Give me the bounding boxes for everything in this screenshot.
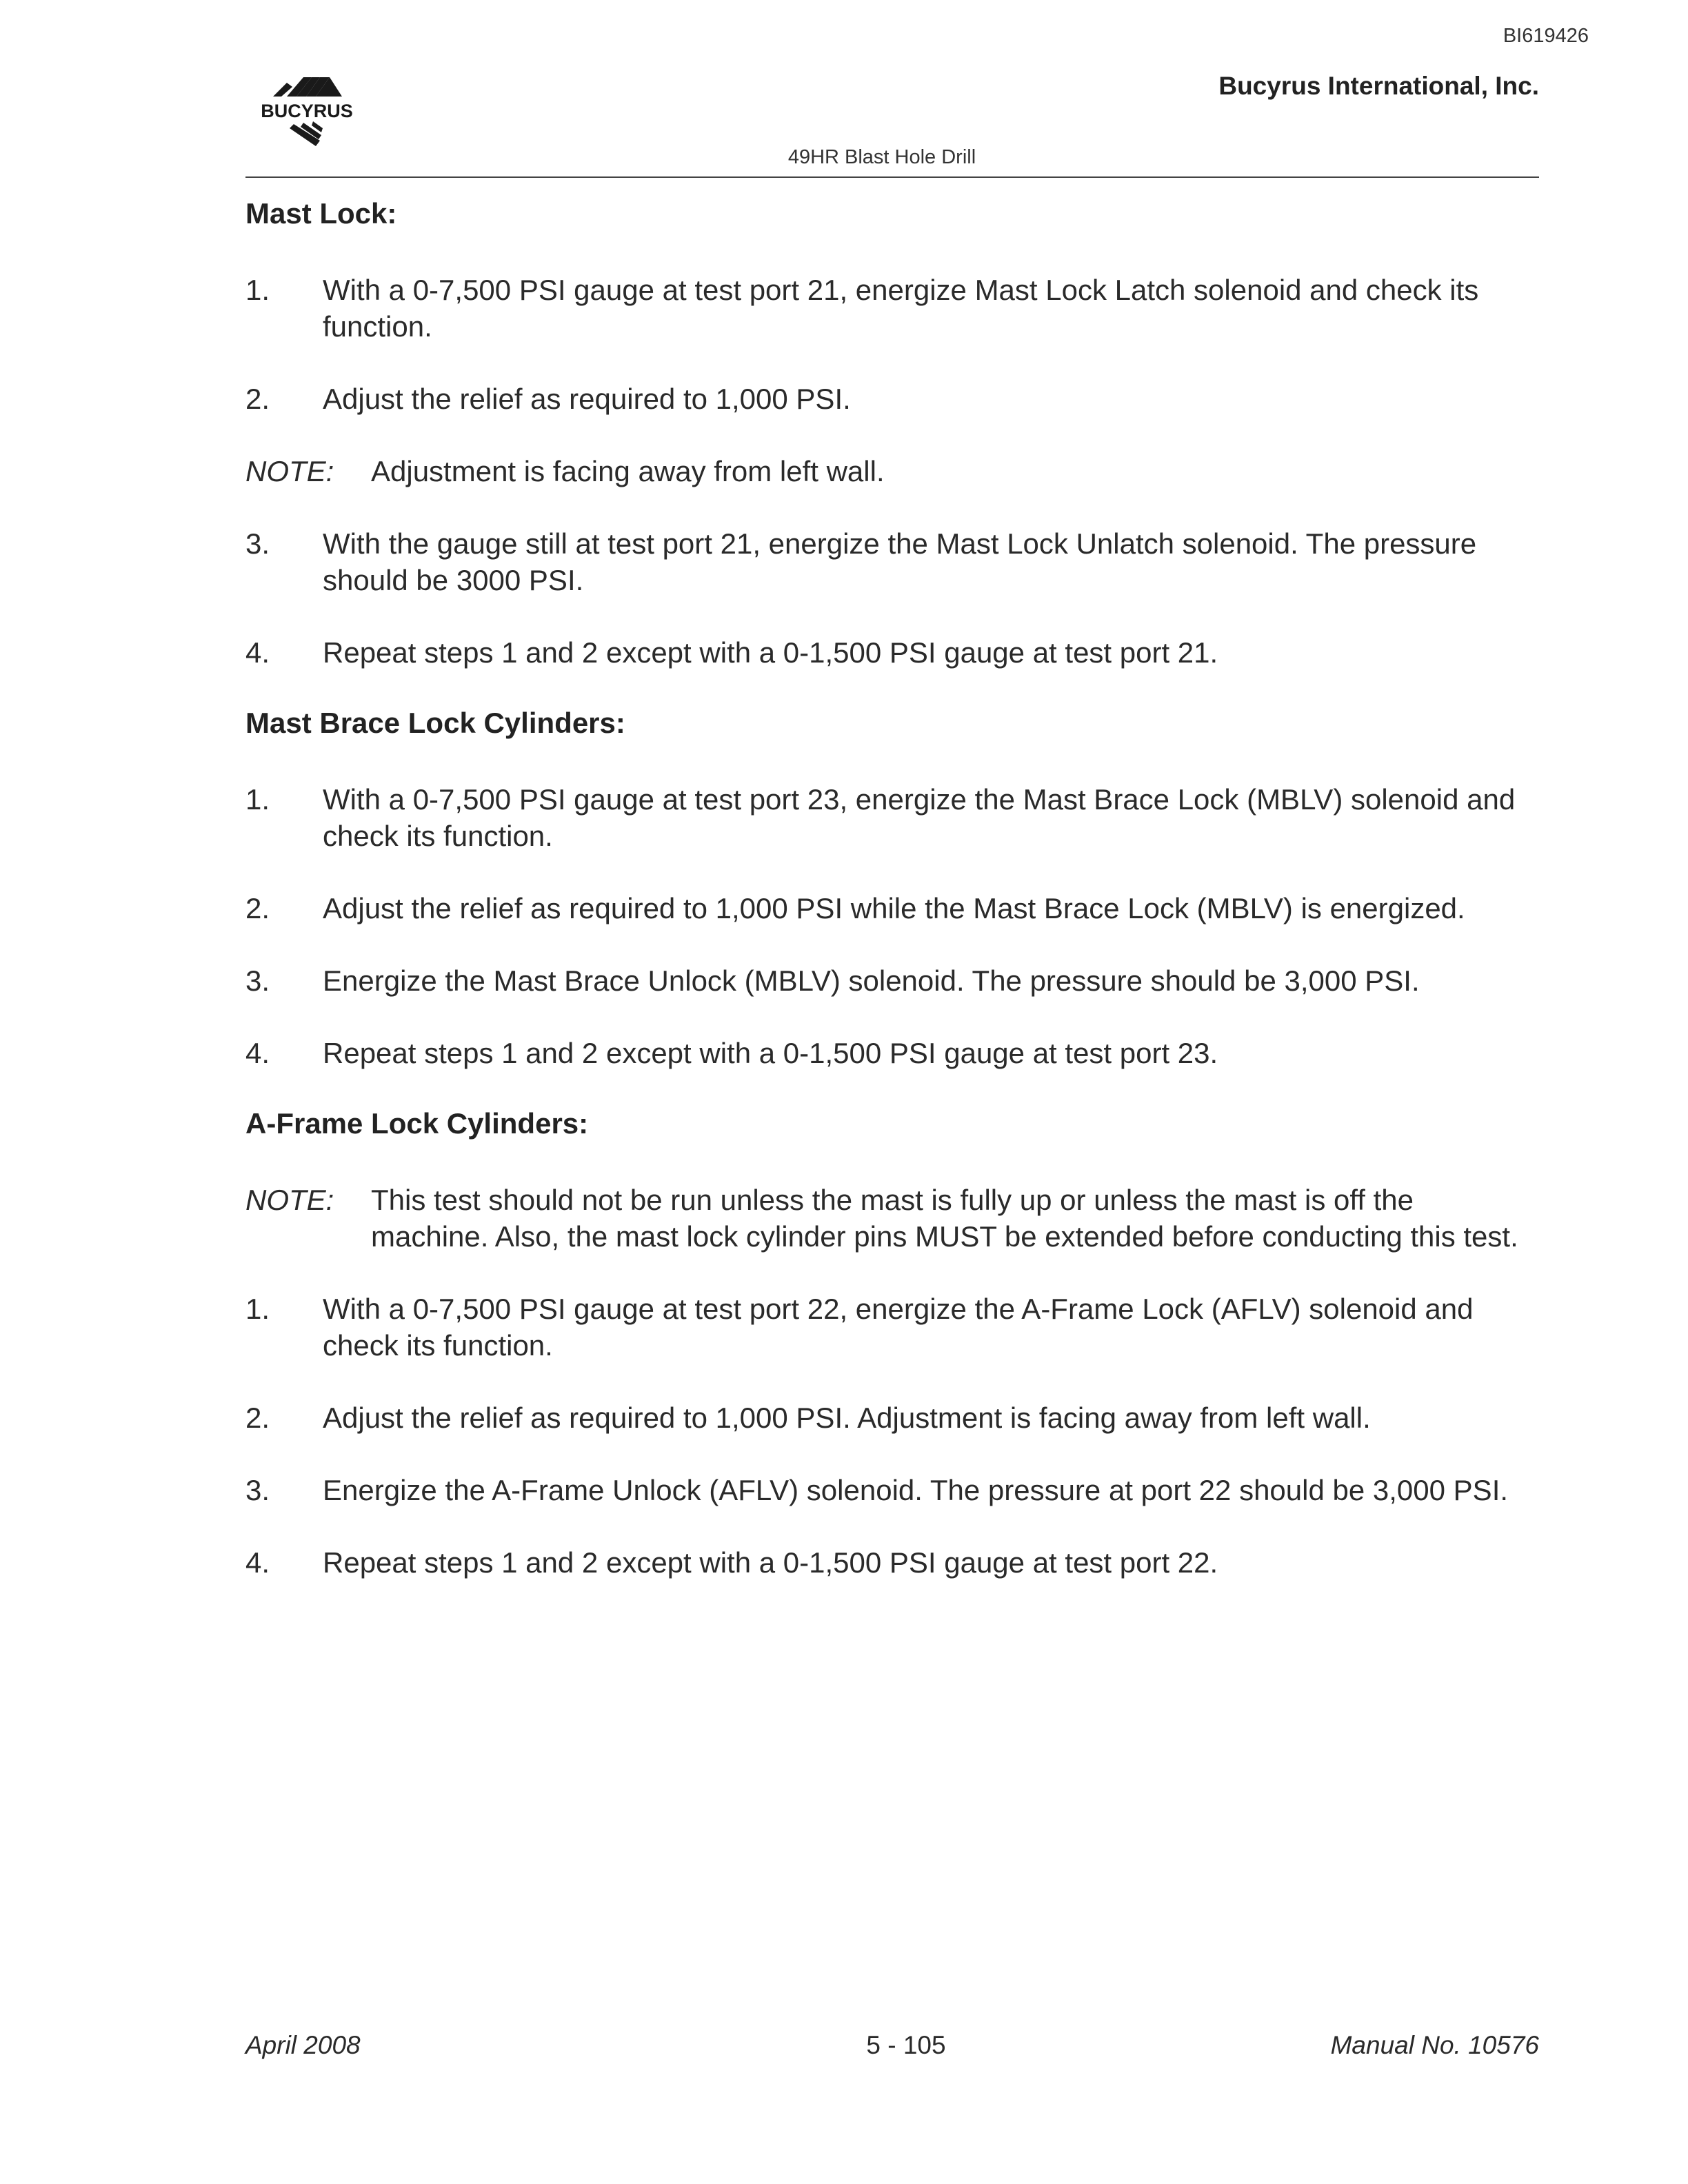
- step-number: 3.: [245, 527, 270, 560]
- step-number: 3.: [245, 1474, 270, 1506]
- footer-page-number: 5 - 105: [866, 2031, 946, 2059]
- bucyrus-logo-icon: [245, 72, 368, 149]
- note-label: NOTE:: [245, 455, 334, 487]
- step-text: Repeat steps 1 and 2 except with a 0-1,500 PSI gauge at test port 22.: [323, 1546, 1218, 1579]
- note: [245, 453, 1539, 489]
- procedure-step: [245, 1291, 1539, 1364]
- step-text: With a 0-7,500 PSI gauge at test port 23, energize the Mast Brace Lock (MBLV) solenoid and check its function.: [323, 783, 1516, 852]
- step-text: With the gauge still at test port 21, energize the Mast Lock Unlatch solenoid. The pressure should be 3000 PSI.: [323, 527, 1477, 596]
- step-number: 2.: [245, 383, 270, 415]
- step-number: 4.: [245, 1037, 270, 1069]
- procedure-step: [245, 272, 1539, 345]
- step-text: With a 0-7,500 PSI gauge at test port 21, energize Mast Lock Latch solenoid and check its function.: [323, 274, 1479, 343]
- bucyrus-logo: [245, 72, 368, 149]
- step-text: Adjust the relief as required to 1,000 PSI.: [323, 383, 851, 415]
- step-number: 2.: [245, 892, 270, 924]
- procedure-step: [245, 890, 1539, 927]
- step-number: 4.: [245, 1546, 270, 1579]
- step-text: Energize the Mast Brace Unlock (MBLV) solenoid. The pressure should be 3,000 PSI.: [323, 964, 1420, 997]
- section-heading: Mast Brace Lock Cylinders:: [245, 707, 625, 739]
- procedure-step: [245, 1399, 1539, 1436]
- document-subtitle: 49HR Blast Hole Drill: [787, 146, 976, 168]
- procedure-step: [245, 1544, 1539, 1581]
- company-name: Bucyrus International, Inc.: [1218, 72, 1539, 100]
- note-text: Adjustment is facing away from left wall.: [371, 455, 885, 487]
- procedure-step: [245, 525, 1539, 598]
- procedure-step: [245, 1035, 1539, 1071]
- step-number: 1.: [245, 274, 270, 306]
- step-text: Adjust the relief as required to 1,000 PSI. Adjustment is facing away from left wall.: [323, 1402, 1371, 1434]
- step-text: Energize the A-Frame Unlock (AFLV) solenoid. The pressure at port 22 should be 3,000 PSI.: [323, 1474, 1509, 1506]
- step-text: Adjust the relief as required to 1,000 PSI while the Mast Brace Lock (MBLV) is energized.: [323, 892, 1465, 924]
- section-heading: A-Frame Lock Cylinders:: [245, 1107, 589, 1140]
- section-heading: Mast Lock:: [245, 197, 397, 230]
- footer-date: April 2008: [245, 2031, 361, 2059]
- step-number: 4.: [245, 636, 270, 669]
- footer-manual-number: Manual No. 10576: [1330, 2031, 1539, 2059]
- note-text: This test should not be run unless the mast is fully up or unless the mast is off the machine. Also, the mast lock cylinder pins MUST be extended before conducting this test.: [371, 1184, 1518, 1253]
- procedure-step: [245, 781, 1539, 854]
- step-text: With a 0-7,500 PSI gauge at test port 22, energize the A-Frame Lock (AFLV) solenoid and check its function.: [323, 1293, 1474, 1362]
- step-text: Repeat steps 1 and 2 except with a 0-1,500 PSI gauge at test port 21.: [323, 636, 1218, 669]
- note-label: NOTE:: [245, 1184, 334, 1216]
- procedure-step: [245, 1472, 1539, 1508]
- note: [245, 1182, 1539, 1255]
- header-rule: [245, 176, 1539, 178]
- procedure-step: [245, 634, 1539, 671]
- step-number: 1.: [245, 783, 270, 816]
- step-number: 3.: [245, 964, 270, 997]
- procedure-step: [245, 381, 1539, 417]
- step-number: 1.: [245, 1293, 270, 1325]
- procedure-step: [245, 962, 1539, 999]
- step-number: 2.: [245, 1402, 270, 1434]
- step-text: Repeat steps 1 and 2 except with a 0-1,500 PSI gauge at test port 23.: [323, 1037, 1218, 1069]
- document-body: [245, 192, 1539, 1581]
- document-id: BI619426: [1503, 25, 1589, 47]
- logo-wordmark: BUCYRUS: [261, 101, 353, 121]
